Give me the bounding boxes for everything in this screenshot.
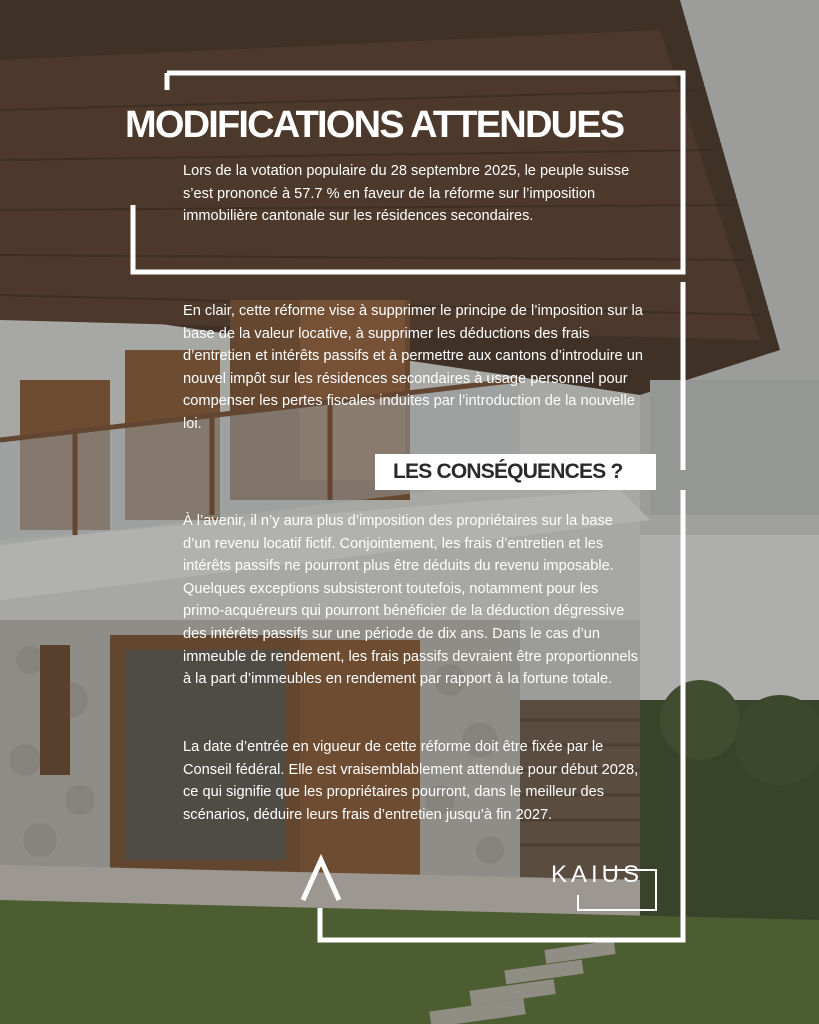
page-title: MODIFICATIONS ATTENDUES: [125, 104, 624, 146]
brand-name: KAIUS: [551, 861, 644, 888]
intro-paragraph: Lors de la votation populaire du 28 septembre 2025, le peuple suisse s’est prononcé à 57.7 % en faveur de la réforme sur l’imposition immobilière cantonale sur les résidences secondaires.: [183, 163, 630, 225]
summary-paragraph: En clair, cette réforme vise à supprimer le principe de l’imposition sur la base de la valeur locative, à supprimer les déductions des frais d’entretien et intérêts passifs et à permettre aux cantons d’introduire un nouvel impôt sur les résidences secondaires à usage personnel pour compenser les pertes fiscales induites par l’introduction de la nouvelle loi.: [183, 303, 643, 432]
date-paragraph: La date d’entrée en vigueur de cette réforme doit être fixée par le Conseil fédéral. Elle est vraisemblablement attendue pour début 2028, ce qui signifie que les propriétaires pourront, dans le meilleur des scénarios, déduire leurs frais d’entretien jusqu’à fin 2027.: [183, 739, 639, 823]
section-heading-consequences: LES CONSÉQUENCES ?: [375, 454, 656, 490]
kaius-logo-mark-icon: [303, 860, 339, 900]
future-paragraph: À l’avenir, il n’y aura plus d’imposition des propriétaires sur la base d’un revenu locatif fictif. Conjointement, les frais d’entretien et les intérêts passifs ne pourront plus être déduits du revenu imposable. Quelques exceptions subsisteront toutefois, notamment pour les primo-acquéreurs qui pourront bénéficier de la déduction dégressive des intérêts passifs sur une période de dix ans. Dans le cas d’un immeuble de rendement, les frais passifs devraient être proportionnels à la part d’immeubles en rendement par rapport à la fortune totale.: [183, 513, 639, 688]
